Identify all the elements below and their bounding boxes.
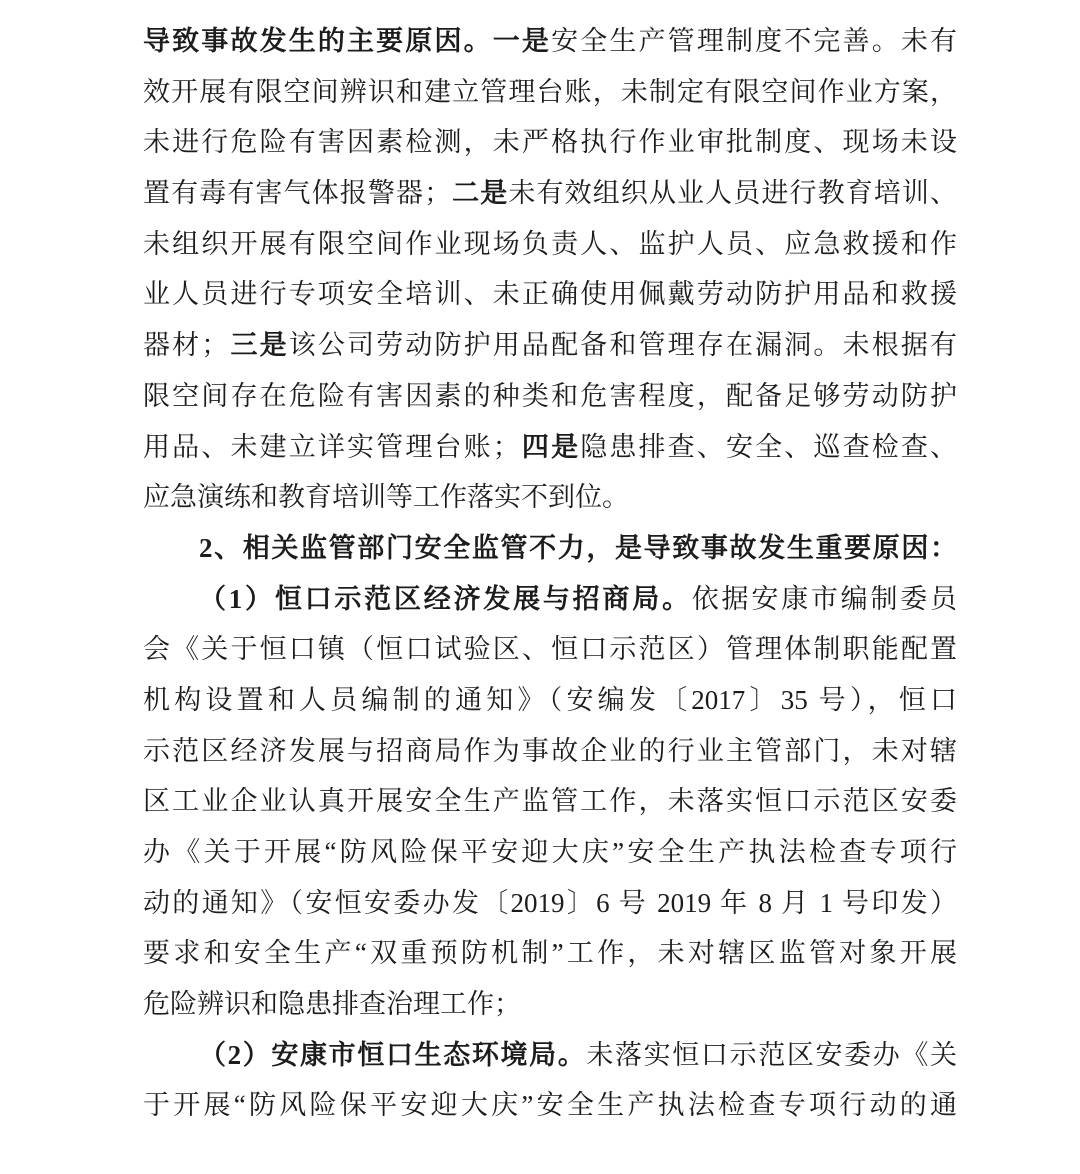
text-segment: 未组织开展有限空间作业现场负责人、监护人员、应急救援和作 [143,228,957,259]
text-line-6 [143,269,957,320]
text-segment: 用品、未建立详实管理台账； [143,431,520,462]
text-line-20 [143,979,957,1030]
text-line-15 [143,726,957,777]
bold-text-segment: 三是 [228,330,289,361]
text-line-22 [143,1080,957,1131]
text-segment: 器材； [143,330,229,361]
text-segment: 未有效组织从业人员进行教育培训、 [508,178,957,209]
bold-text-segment: 二是 [451,178,509,209]
text-segment: 效开展有限空间辨识和建立管理台账，未制定有限空间作业方案， [143,76,957,107]
text-line-10 [143,472,957,523]
text-segment: 区工业企业认真开展安全生产监管工作，未落实恒口示范区安委 [143,786,957,817]
text-segment: 安全生产管理制度不完善。未有 [551,26,957,56]
text-segment: 示范区经济发展与招商局作为事故企业的行业主管部门，未对辖 [143,735,957,766]
text-segment: 未落实恒口示范区安委办《关 [586,1039,957,1070]
text-line-8 [143,371,957,422]
text-line-17 [143,827,957,878]
text-line-7 [143,320,957,371]
text-line-1 [143,16,957,67]
text-line-14 [143,675,957,726]
text-segment: 要求和安全生产“双重预防机制”工作，未对辖区监管对象开展 [143,938,957,969]
text-line-11 [143,523,957,574]
text-line-9 [143,422,957,473]
bold-text-segment: 2、相关监管部门安全监管不力，是导致事故发生重要原因： [199,532,957,563]
text-segment: 未进行危险有害因素检测，未严格执行作业审批制度、现场未设 [143,127,957,158]
bold-text-segment: （2）安康市恒口生态环境局。 [199,1039,587,1070]
text-line-19 [143,928,957,979]
text-line-3 [143,117,957,168]
text-line-4 [143,168,957,219]
text-segment: 机构设置和人员编制的通知》（安编发〔2017〕35 号），恒口 [143,684,957,715]
text-segment: 会《关于恒口镇（恒口试验区、恒口示范区）管理体制职能配置 [143,634,957,665]
bold-text-segment: （1）恒口示范区经济发展与招商局。 [199,583,692,614]
text-line-18 [143,878,957,929]
text-segment: 限空间存在危险有害因素的种类和危害程度，配备足够劳动防护 [143,380,957,411]
text-segment: 动的通知》（安恒安委办发〔2019〕6 号 2019 年 8 月 1 号印发） [143,887,957,918]
text-line-2 [143,67,957,118]
bold-text-segment: 四是 [519,431,581,462]
text-segment: 应急演练和教育培训等工作落实不到位。 [143,482,629,513]
text-line-5 [143,219,957,270]
text-segment: 隐患排查、安全、巡查检查、 [580,431,957,462]
text-line-21 [143,1030,957,1081]
text-segment: 危险辨识和隐患排查治理工作； [143,989,521,1020]
text-segment: 置有毒有害气体报警器； [143,178,452,209]
text-segment: 办《关于开展“防风险保平安迎大庆”安全生产执法检查专项行 [143,837,957,867]
bold-text-segment: 导致事故发生的主要原因。一是 [143,26,552,56]
document-text [143,16,957,1131]
text-line-13 [143,624,957,675]
text-segment: 依据安康市编制委员 [691,583,957,614]
text-segment: 于开展“防风险保平安迎大庆”安全生产执法检查专项行动的通 [143,1090,957,1121]
text-segment: 业人员进行专项安全培训、未正确使用佩戴劳动防护用品和救援 [143,279,957,310]
text-line-16 [143,776,957,827]
text-line-12 [143,574,957,625]
text-segment: 该公司劳动防护用品配备和管理存在漏洞。未根据有 [288,330,957,361]
